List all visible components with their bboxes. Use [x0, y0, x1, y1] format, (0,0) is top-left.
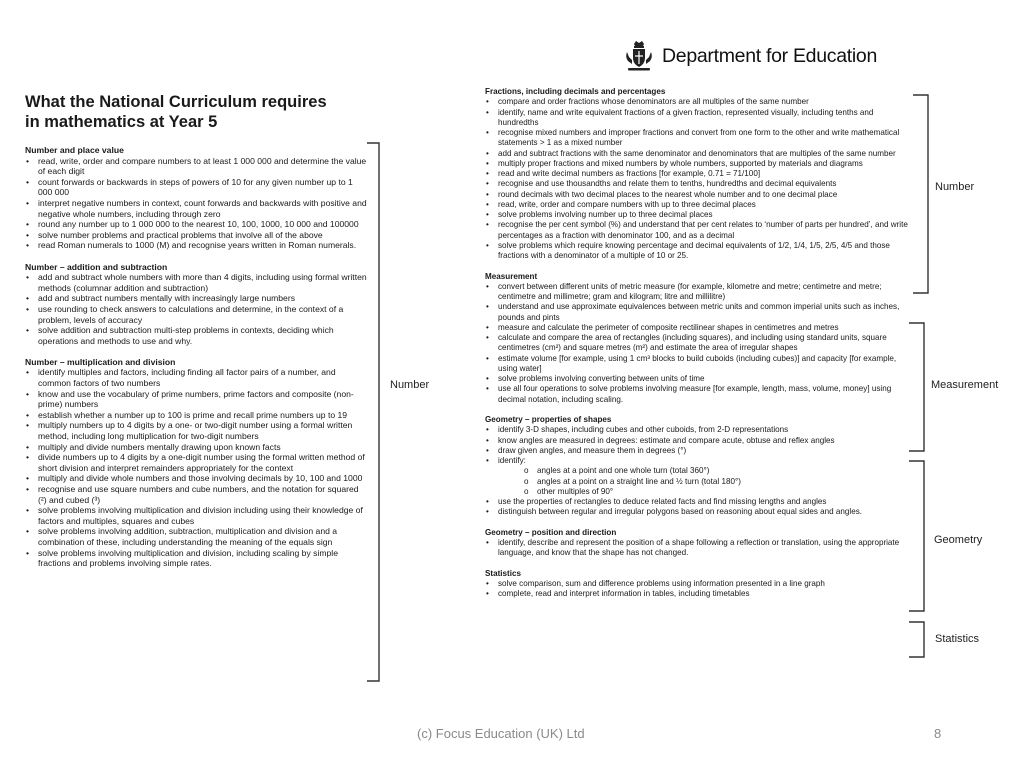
- left-column: [25, 145, 368, 569]
- list-item: • solve problems involving converting between units of time: [485, 374, 908, 384]
- bracket-measurement: [908, 322, 928, 452]
- list-item: • identify:: [485, 456, 908, 466]
- list-item: • solve comparison, sum and difference problems using information presented in a line graph: [485, 579, 908, 589]
- bracket-statistics: [908, 621, 928, 658]
- section-addition-subtraction: [25, 262, 368, 347]
- sub-list-item: o angles at a point and one whole turn (total 360°): [485, 466, 908, 476]
- page-number: 8: [934, 726, 942, 741]
- section-heading: Fractions, including decimals and percentages: [485, 87, 666, 96]
- list-item: • establish whether a number up to 100 is prime and recall prime numbers up to 19: [25, 410, 368, 421]
- section-heading: Measurement: [485, 271, 538, 281]
- section-multiplication-division: [25, 357, 368, 569]
- list-item: • recognise and use square numbers and cube numbers, and the notation for squared (²) and cubed (³): [25, 484, 368, 505]
- sub-list-item: o angles at a point on a straight line and ½ turn (total 180°): [485, 477, 908, 487]
- list-item: • add and subtract fractions with the same denominator and denominators that are multiples of the same number: [485, 149, 908, 159]
- label-statistics: Statistics: [935, 633, 980, 645]
- department-name: Department for Education: [662, 44, 878, 67]
- list-item: • draw given angles, and measure them in degrees (°): [485, 446, 908, 456]
- section-fractions: [485, 87, 908, 261]
- section-heading: Number – addition and subtraction: [25, 261, 168, 272]
- list-item: • recognise and use thousandths and relate them to tenths, hundredths and decimal equivalents: [485, 179, 908, 189]
- section-heading: Statistics: [485, 568, 521, 578]
- section-measurement: [485, 272, 908, 405]
- list-item: • identify, describe and represent the position of a shape following a reflection or translation, using the appropriate language, and know that the shape has not changed.: [485, 538, 908, 559]
- section-heading: Geometry – properties of shapes: [485, 415, 612, 424]
- page-title: What the National Curriculum requires in mathematics at Year 5: [25, 93, 327, 131]
- list-item: • solve problems which require knowing percentage and decimal equivalents of 1/2, 1/4, 1/5, 2/5, 4/5 and those fractions with a denominator of a multiple of 10 or 25.: [485, 241, 908, 262]
- list-item: • convert between different units of metric measure (for example, kilometre and metre; centimetre and metre; centimetre and millimetre; gram and kilogram; litre and millilitre): [485, 282, 908, 303]
- footer-credit: (c) Focus Education (UK) Ltd: [417, 726, 585, 741]
- list-item: • multiply and divide whole numbers and those involving decimals by 10, 100 and 1000: [25, 473, 368, 484]
- sub-list: [485, 466, 908, 497]
- right-column: [485, 87, 908, 600]
- section-geometry-position: [485, 528, 908, 559]
- list-item: • read, write, order and compare numbers to at least 1 000 000 and determine the value of each digit: [25, 156, 368, 177]
- list-item: • estimate volume [for example, using 1 cm³ blocks to build cuboids (including cubes)] and capacity [for example, using water]: [485, 354, 908, 375]
- list-item: • complete, read and interpret information in tables, including timetables: [485, 589, 908, 599]
- list-item: • read Roman numerals to 1000 (M) and recognise years written in Roman numerals.: [25, 240, 368, 251]
- list-item: • add and subtract whole numbers with more than 4 digits, including using formal written methods (columnar addition and subtraction): [25, 272, 368, 293]
- list-item: • understand and use approximate equivalences between metric units and common imperial units such as inches, pounds and pints: [485, 302, 908, 323]
- list-item: • read and write decimal numbers as fractions [for example, 0.71 = 71/100]: [485, 169, 908, 179]
- list-item: • recognise the per cent symbol (%) and understand that per cent relates to ‘number of parts per hundred’, and write percentages as a fraction with denominator 100, and as a decimal: [485, 220, 908, 241]
- list-item: • multiply and divide numbers mentally drawing upon known facts: [25, 442, 368, 453]
- label-number-right: Number: [935, 181, 975, 193]
- list-item: • interpret negative numbers in context, count forwards and backwards with positive and negative whole numbers, including through zero: [25, 198, 368, 219]
- dfe-logo: [624, 40, 879, 72]
- bracket-number-right: [912, 94, 932, 294]
- bracket-number-left: [366, 142, 386, 682]
- list-item: • solve problems involving number up to three decimal places: [485, 210, 908, 220]
- list-item: • distinguish between regular and irregular polygons based on reasoning about equal sides and angles.: [485, 507, 908, 517]
- list-item: • count forwards or backwards in steps of powers of 10 for any given number up to 1 000 000: [25, 177, 368, 198]
- list-item: • solve problems involving multiplication and division, including scaling by simple fractions and problems involving simple rates.: [25, 548, 368, 569]
- section-number-place-value: [25, 145, 368, 251]
- list-item: • measure and calculate the perimeter of composite rectilinear shapes in centimetres and metres: [485, 323, 908, 333]
- royal-crest-icon: [624, 40, 654, 72]
- list-item: • solve number problems and practical problems that involve all of the above: [25, 230, 368, 241]
- list-item: • round decimals with two decimal places to the nearest whole number and to one decimal place: [485, 190, 908, 200]
- bracket-geometry: [908, 460, 928, 612]
- list-item: • recognise mixed numbers and improper fractions and convert from one form to the other and write mathematical statements > 1 as a mixed number: [485, 128, 908, 149]
- list-item: • use all four operations to solve problems involving measure [for example, length, mass, volume, money] using decimal notation, including scaling.: [485, 384, 908, 405]
- list-item: • solve problems involving addition, subtraction, multiplication and division and a combination of these, including understanding the meaning of the equals sign: [25, 526, 368, 547]
- section-statistics: [485, 569, 908, 600]
- list-item: • solve addition and subtraction multi-step problems in contexts, deciding which operations and methods to use and why.: [25, 325, 368, 346]
- section-geometry-shapes: [485, 415, 908, 518]
- sub-list-item: o other multiples of 90°: [485, 487, 908, 497]
- list-item: • divide numbers up to 4 digits by a one-digit number using the formal written method of short division and interpret remainders appropriately for the context: [25, 452, 368, 473]
- list-item: • use rounding to check answers to calculations and determine, in the context of a problem, levels of accuracy: [25, 304, 368, 325]
- list-item: • multiply proper fractions and mixed numbers by whole numbers, supported by materials and diagrams: [485, 159, 908, 169]
- section-heading: Geometry – position and direction: [485, 527, 617, 537]
- list-item: • compare and order fractions whose denominators are all multiples of the same number: [485, 97, 908, 107]
- section-heading: Number – multiplication and division: [25, 356, 176, 367]
- list-item: • know and use the vocabulary of prime numbers, prime factors and composite (non-prime) numbers: [25, 389, 368, 410]
- list-item: • round any number up to 1 000 000 to the nearest 10, 100, 1000, 10 000 and 100000: [25, 219, 368, 230]
- list-item: • know angles are measured in degrees: estimate and compare acute, obtuse and reflex angles: [485, 436, 908, 446]
- list-item: • solve problems involving multiplication and division including using their knowledge of factors and multiples, squares and cubes: [25, 505, 368, 526]
- list-item: • calculate and compare the area of rectangles (including squares), and including using standard units, square centimetres (cm²) and square metres (m²) and estimate the area of irregular shapes: [485, 333, 908, 354]
- label-number-left: Number: [390, 379, 430, 391]
- section-heading: Number and place value: [25, 145, 124, 155]
- label-geometry: Geometry: [934, 534, 983, 546]
- list-item: • identify 3-D shapes, including cubes and other cuboids, from 2-D representations: [485, 425, 908, 435]
- list-item: • multiply numbers up to 4 digits by a one- or two-digit number using a formal written method, including long multiplication for two-digit numbers: [25, 420, 368, 441]
- list-item: • identify, name and write equivalent fractions of a given fraction, represented visually, including tenths and hundredths: [485, 108, 908, 129]
- list-item: • read, write, order and compare numbers with up to three decimal places: [485, 200, 908, 210]
- list-item: • identify multiples and factors, including finding all factor pairs of a number, and common factors of two numbers: [25, 367, 368, 388]
- list-item: • use the properties of rectangles to deduce related facts and find missing lengths and angles: [485, 497, 908, 507]
- label-measurement: Measurement: [931, 379, 999, 391]
- list-item: • add and subtract numbers mentally with increasingly large numbers: [25, 293, 368, 304]
